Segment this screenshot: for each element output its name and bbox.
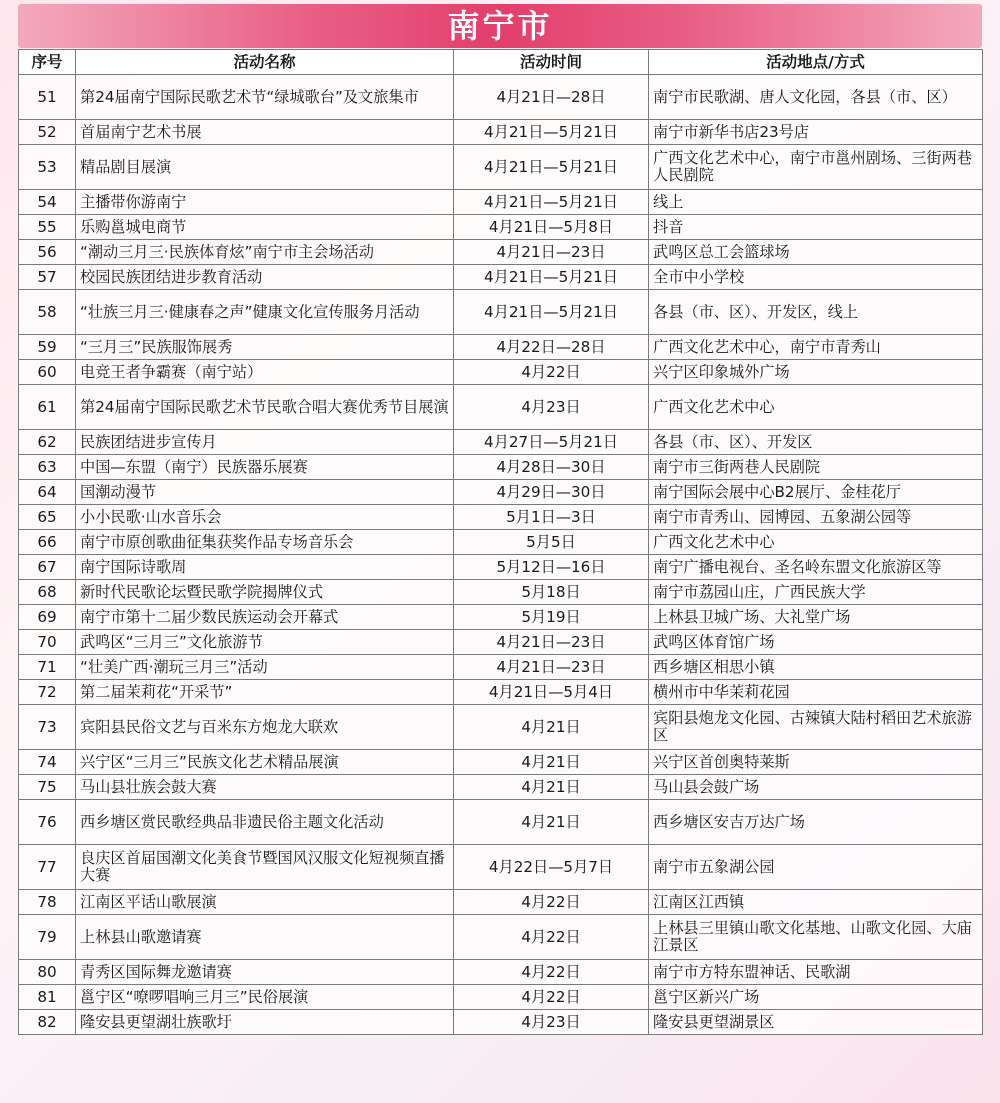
cell-activity-name: 邕宁区“嘹啰唱响三月三”民俗展演	[76, 985, 454, 1010]
cell-activity-name: 武鸣区“三月三”文化旅游节	[76, 630, 454, 655]
cell-activity-place: 南宁市方特东盟神话、民歌湖	[649, 960, 983, 985]
cell-activity-place: 抖音	[649, 215, 983, 240]
cell-activity-time: 4月21日—5月21日	[454, 190, 649, 215]
cell-activity-place: 广西文化艺术中心，南宁市邕州剧场、三街两巷人民剧院	[649, 145, 983, 190]
cell-activity-place: 南宁市荔园山庄，广西民族大学	[649, 580, 983, 605]
cell-activity-time: 4月21日	[454, 705, 649, 750]
cell-activity-time: 4月22日	[454, 890, 649, 915]
cell-activity-name: 宾阳县民俗文艺与百米东方炮龙大联欢	[76, 705, 454, 750]
cell-activity-name: 小小民歌·山水音乐会	[76, 505, 454, 530]
table-row	[19, 360, 983, 385]
cell-activity-place: 各县（市、区）、开发区，线上	[649, 290, 983, 335]
cell-activity-place: 全市中小学校	[649, 265, 983, 290]
column-header-activity-name: 活动名称	[76, 50, 454, 75]
cell-number: 79	[19, 915, 76, 960]
cell-number: 67	[19, 555, 76, 580]
cell-activity-place: 西乡塘区安吉万达广场	[649, 800, 983, 845]
cell-number: 53	[19, 145, 76, 190]
cell-activity-time: 4月21日—5月21日	[454, 265, 649, 290]
column-header-number: 序号	[19, 50, 76, 75]
cell-number: 61	[19, 385, 76, 430]
cell-activity-time: 4月21日—5月21日	[454, 145, 649, 190]
cell-activity-name: 国潮动漫节	[76, 480, 454, 505]
cell-activity-place: 广西文化艺术中心，南宁市青秀山	[649, 335, 983, 360]
table-row	[19, 750, 983, 775]
cell-number: 52	[19, 120, 76, 145]
cell-activity-place: 南宁国际会展中心B2展厅、金桂花厅	[649, 480, 983, 505]
table-row	[19, 145, 983, 190]
table-row	[19, 190, 983, 215]
cell-activity-place: 南宁市五象湖公园	[649, 845, 983, 890]
cell-activity-time: 4月27日—5月21日	[454, 430, 649, 455]
cell-activity-name: 中国—东盟（南宁）民族器乐展赛	[76, 455, 454, 480]
table-row	[19, 385, 983, 430]
cell-number: 69	[19, 605, 76, 630]
cell-activity-name: 校园民族团结进步教育活动	[76, 265, 454, 290]
table-row	[19, 530, 983, 555]
cell-activity-name: 新时代民歌论坛暨民歌学院揭牌仪式	[76, 580, 454, 605]
cell-number: 80	[19, 960, 76, 985]
cell-number: 77	[19, 845, 76, 890]
cell-activity-time: 4月21日—28日	[454, 75, 649, 120]
cell-activity-name: 第24届南宁国际民歌艺术节“绿城歌台”及文旅集市	[76, 75, 454, 120]
cell-activity-time: 5月12日—16日	[454, 555, 649, 580]
cell-activity-time: 5月19日	[454, 605, 649, 630]
cell-activity-place: 南宁市青秀山、园博园、五象湖公园等	[649, 505, 983, 530]
table-body	[19, 75, 983, 1035]
cell-activity-place: 南宁广播电视台、圣名岭东盟文化旅游区等	[649, 555, 983, 580]
cell-activity-place: 横州市中华茉莉花园	[649, 680, 983, 705]
cell-activity-name: 电竞王者争霸赛（南宁站）	[76, 360, 454, 385]
cell-activity-place: 南宁市民歌湖、唐人文化园，各县（市、区）	[649, 75, 983, 120]
cell-number: 70	[19, 630, 76, 655]
table-row	[19, 75, 983, 120]
cell-activity-name: 南宁国际诗歌周	[76, 555, 454, 580]
cell-activity-place: 隆安县更望湖景区	[649, 1010, 983, 1035]
column-header-activity-time: 活动时间	[454, 50, 649, 75]
cell-activity-time: 4月22日	[454, 960, 649, 985]
cell-number: 55	[19, 215, 76, 240]
table-row	[19, 555, 983, 580]
cell-activity-name: 乐购邕城电商节	[76, 215, 454, 240]
table-row	[19, 430, 983, 455]
cell-number: 71	[19, 655, 76, 680]
cell-activity-name: 南宁市第十二届少数民族运动会开幕式	[76, 605, 454, 630]
table-row	[19, 985, 983, 1010]
activity-table	[18, 49, 983, 1035]
cell-activity-place: 上林县卫城广场、大礼堂广场	[649, 605, 983, 630]
cell-activity-name: 上林县山歌邀请赛	[76, 915, 454, 960]
cell-number: 60	[19, 360, 76, 385]
table-row	[19, 960, 983, 985]
cell-activity-time: 4月22日—5月7日	[454, 845, 649, 890]
cell-activity-time: 5月1日—3日	[454, 505, 649, 530]
cell-number: 78	[19, 890, 76, 915]
cell-activity-time: 4月21日—5月21日	[454, 290, 649, 335]
table-row	[19, 680, 983, 705]
table-row	[19, 775, 983, 800]
cell-number: 51	[19, 75, 76, 120]
table-row	[19, 605, 983, 630]
cell-activity-time: 4月21日	[454, 750, 649, 775]
cell-activity-time: 4月21日—23日	[454, 630, 649, 655]
table-row	[19, 505, 983, 530]
cell-activity-time: 5月18日	[454, 580, 649, 605]
cell-number: 59	[19, 335, 76, 360]
cell-activity-place: 南宁市新华书店23号店	[649, 120, 983, 145]
cell-activity-place: 兴宁区印象城外广场	[649, 360, 983, 385]
cell-activity-time: 4月21日—5月4日	[454, 680, 649, 705]
cell-activity-time: 4月21日	[454, 800, 649, 845]
table-row	[19, 915, 983, 960]
cell-number: 74	[19, 750, 76, 775]
cell-number: 68	[19, 580, 76, 605]
cell-activity-name: 主播带你游南宁	[76, 190, 454, 215]
cell-number: 56	[19, 240, 76, 265]
title-banner	[18, 4, 982, 48]
cell-number: 75	[19, 775, 76, 800]
cell-activity-time: 4月22日	[454, 985, 649, 1010]
cell-number: 64	[19, 480, 76, 505]
cell-activity-place: 马山县会鼓广场	[649, 775, 983, 800]
cell-activity-place: 西乡塘区相思小镇	[649, 655, 983, 680]
cell-activity-time: 4月22日	[454, 915, 649, 960]
cell-activity-name: 第24届南宁国际民歌艺术节民歌合唱大赛优秀节目展演	[76, 385, 454, 430]
cell-activity-time: 5月5日	[454, 530, 649, 555]
cell-activity-name: 兴宁区“三月三”民族文化艺术精品展演	[76, 750, 454, 775]
cell-activity-place: 线上	[649, 190, 983, 215]
cell-activity-time: 4月29日—30日	[454, 480, 649, 505]
cell-activity-name: “壮美广西·潮玩三月三”活动	[76, 655, 454, 680]
cell-activity-time: 4月22日—28日	[454, 335, 649, 360]
cell-activity-time: 4月23日	[454, 385, 649, 430]
table-row	[19, 630, 983, 655]
cell-number: 76	[19, 800, 76, 845]
table-row	[19, 705, 983, 750]
table-row	[19, 120, 983, 145]
cell-activity-place: 兴宁区首创奥特莱斯	[649, 750, 983, 775]
cell-activity-name: 青秀区国际舞龙邀请赛	[76, 960, 454, 985]
table-row	[19, 800, 983, 845]
cell-number: 73	[19, 705, 76, 750]
cell-number: 81	[19, 985, 76, 1010]
cell-activity-place: 上林县三里镇山歌文化基地、山歌文化园、大庙江景区	[649, 915, 983, 960]
cell-activity-name: “三月三”民族服饰展秀	[76, 335, 454, 360]
table-row	[19, 265, 983, 290]
table-row	[19, 890, 983, 915]
cell-number: 63	[19, 455, 76, 480]
cell-activity-place: 邕宁区新兴广场	[649, 985, 983, 1010]
table-row	[19, 580, 983, 605]
table-row	[19, 215, 983, 240]
cell-number: 57	[19, 265, 76, 290]
cell-activity-place: 广西文化艺术中心	[649, 385, 983, 430]
cell-activity-place: 各县（市、区）、开发区	[649, 430, 983, 455]
table-row	[19, 655, 983, 680]
cell-activity-time: 4月22日	[454, 360, 649, 385]
cell-activity-time: 4月21日—23日	[454, 655, 649, 680]
table-row	[19, 1010, 983, 1035]
cell-number: 72	[19, 680, 76, 705]
cell-activity-time: 4月28日—30日	[454, 455, 649, 480]
cell-activity-time: 4月21日—23日	[454, 240, 649, 265]
cell-activity-name: 第二届茉莉花“开采节”	[76, 680, 454, 705]
cell-activity-name: “潮动三月三·民族体育炫”南宁市主会场活动	[76, 240, 454, 265]
table-row	[19, 240, 983, 265]
cell-activity-name: 精品剧目展演	[76, 145, 454, 190]
table-row	[19, 480, 983, 505]
cell-activity-time: 4月21日—5月21日	[454, 120, 649, 145]
table-header-row	[19, 50, 983, 75]
cell-activity-place: 武鸣区总工会篮球场	[649, 240, 983, 265]
cell-number: 82	[19, 1010, 76, 1035]
table-row	[19, 290, 983, 335]
page-title: 南宁市	[447, 7, 553, 45]
cell-activity-name: 首届南宁艺术书展	[76, 120, 454, 145]
cell-activity-time: 4月21日	[454, 775, 649, 800]
cell-activity-place: 宾阳县炮龙文化园、古辣镇大陆村稻田艺术旅游区	[649, 705, 983, 750]
cell-activity-place: 广西文化艺术中心	[649, 530, 983, 555]
cell-activity-name: 隆安县更望湖壮族歌圩	[76, 1010, 454, 1035]
cell-activity-place: 武鸣区体育馆广场	[649, 630, 983, 655]
cell-number: 58	[19, 290, 76, 335]
cell-number: 54	[19, 190, 76, 215]
cell-number: 65	[19, 505, 76, 530]
cell-number: 66	[19, 530, 76, 555]
cell-activity-name: 南宁市原创歌曲征集获奖作品专场音乐会	[76, 530, 454, 555]
table-row	[19, 455, 983, 480]
cell-activity-name: 马山县壮族会鼓大赛	[76, 775, 454, 800]
cell-activity-name: 江南区平话山歌展演	[76, 890, 454, 915]
cell-activity-time: 4月21日—5月8日	[454, 215, 649, 240]
cell-activity-name: 西乡塘区赏民歌经典品非遗民俗主题文化活动	[76, 800, 454, 845]
cell-activity-time: 4月23日	[454, 1010, 649, 1035]
cell-activity-name: “壮族三月三·健康春之声”健康文化宣传服务月活动	[76, 290, 454, 335]
column-header-activity-place: 活动地点/方式	[649, 50, 983, 75]
table-row	[19, 335, 983, 360]
cell-activity-name: 民族团结进步宣传月	[76, 430, 454, 455]
cell-activity-place: 南宁市三街两巷人民剧院	[649, 455, 983, 480]
cell-activity-name: 良庆区首届国潮文化美食节暨国风汉服文化短视频直播大赛	[76, 845, 454, 890]
table-row	[19, 845, 983, 890]
cell-number: 62	[19, 430, 76, 455]
cell-activity-place: 江南区江西镇	[649, 890, 983, 915]
